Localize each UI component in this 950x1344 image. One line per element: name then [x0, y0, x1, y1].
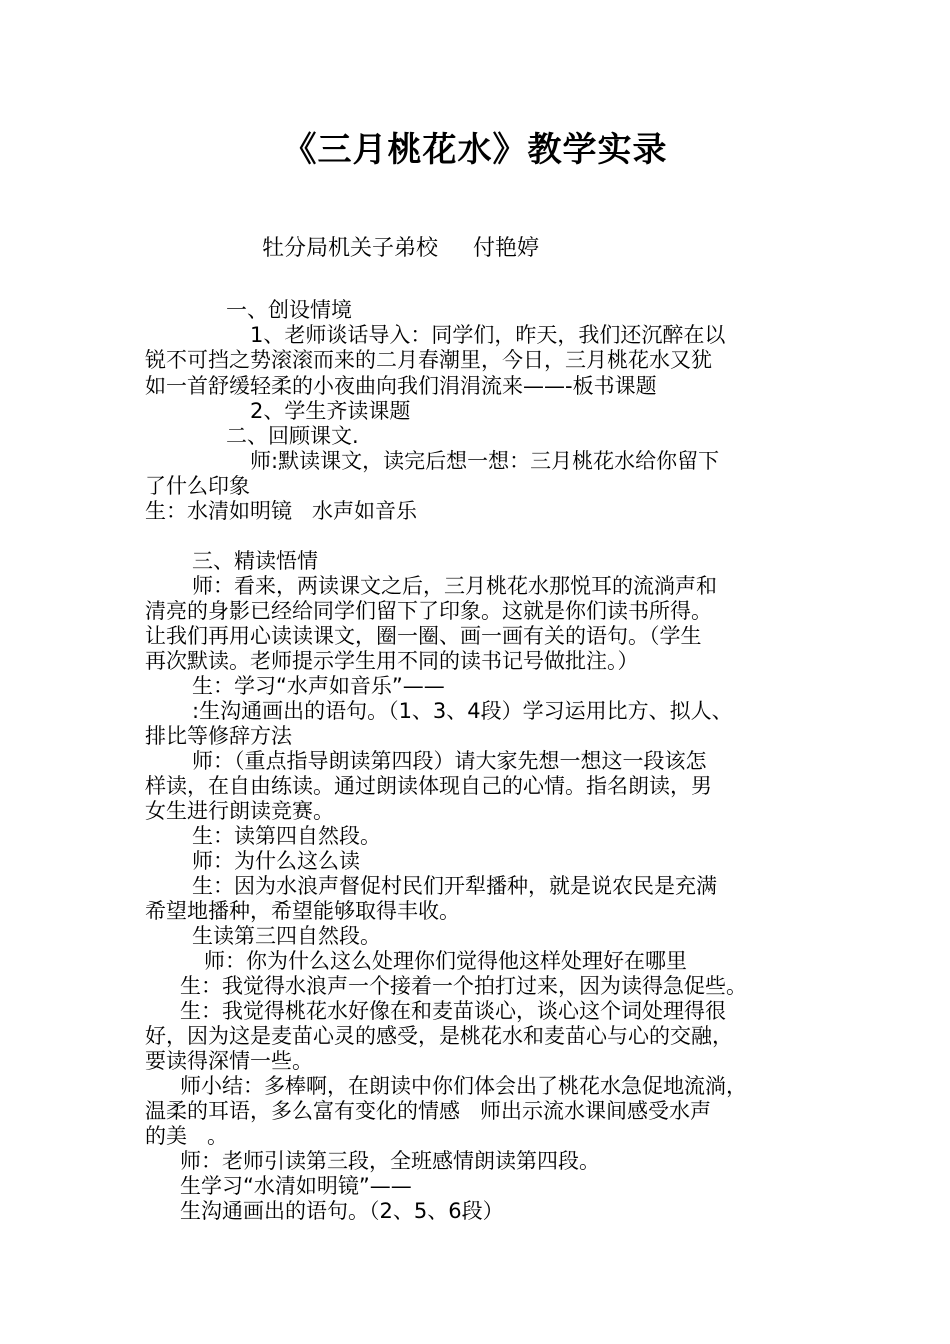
text-line: 排比等修辞方法 [145, 724, 292, 748]
text-line: 师:默读课文，读完后想一想：三月桃花水给你留下 [250, 449, 720, 473]
text-line: 2、学生齐读课题 [250, 399, 411, 423]
text-line: 生：学习“水声如音乐”—— [192, 674, 445, 698]
text-line: 生：因为水浪声督促村民们开犁播种，就是说农民是充满 [192, 874, 717, 898]
text-line: 师：你为什么这么处理你们觉得他这样处理好在哪里 [204, 949, 687, 973]
text-line: 师：看来，两读课文之后，三月桃花水那悦耳的流淌声和 [192, 574, 717, 598]
text-line: 生读第三四自然段。 [192, 924, 381, 948]
text-line: 如一首舒缓轻柔的小夜曲向我们涓涓流来——-板书课题 [145, 374, 657, 398]
text-line: 生：读第四自然段。 [192, 824, 381, 848]
text-line: 好，因为这是麦苗心灵的感受，是桃花水和麦苗心与心的交融， [145, 1024, 733, 1048]
text-line: 师：（重点指导朗读第四段）请大家先想一想这一段该怎 [192, 749, 707, 773]
text-line: 生学习“水清如明镜”—— [180, 1174, 412, 1198]
text-line: 生：水清如明镜 水声如音乐 [145, 499, 418, 523]
text-line: 让我们再用心读读课文，圈一圈、画一画有关的语句。（学生 [145, 624, 702, 648]
author-line: 牡分局机关子弟校 付艳婷 [262, 236, 539, 261]
section-heading: 三、精读悟情 [192, 549, 318, 573]
document-title: 《三月桃花水》教学实录 [282, 130, 668, 170]
text-line: 女生进行朗读竞赛。 [145, 799, 334, 823]
text-line: :生沟通画出的语句。（1、3、4段）学习运用比方、拟人、 [192, 699, 733, 723]
text-line: 了什么印象 [145, 474, 250, 498]
text-line: 师：为什么这么读 [192, 849, 360, 873]
section-heading: 二、回顾课文. [226, 424, 359, 448]
text-line: 清亮的身影已经给同学们留下了印象。这就是你们读书所得。 [145, 599, 712, 623]
text-line: 要读得深情一些。 [145, 1049, 313, 1073]
text-line: 生沟通画出的语句。（2、5、6段） [180, 1199, 504, 1223]
text-line: 师小结：多棒啊，在朗读中你们体会出了桃花水急促地流淌， [180, 1074, 747, 1098]
text-line: 样读，在自由练读。通过朗读体现自己的心情。指名朗读，男 [145, 774, 712, 798]
text-line: 的美 。 [145, 1124, 229, 1148]
text-line: 希望地播种，希望能够取得丰收。 [145, 899, 460, 923]
text-line: 1、老师谈话导入：同学们，昨天，我们还沉醉在以 [250, 323, 726, 347]
text-line: 生：我觉得桃花水好像在和麦苗谈心，谈心这个词处理得很 [180, 999, 726, 1023]
text-line: 师：老师引读第三段，全班感情朗读第四段。 [180, 1149, 600, 1173]
text-line: 温柔的耳语，多么富有变化的情感 师出示流水课间感受水声 [145, 1099, 712, 1123]
text-line: 生：我觉得水浪声一个接着一个拍打过来，因为读得急促些。 [180, 974, 747, 998]
text-line: 锐不可挡之势滚滚而来的二月春潮里，今日，三月桃花水又犹 [145, 348, 712, 372]
text-line: 再次默读。老师提示学生用不同的读书记号做批注。） [145, 649, 639, 673]
section-heading: 一、创设情境 [226, 298, 352, 322]
